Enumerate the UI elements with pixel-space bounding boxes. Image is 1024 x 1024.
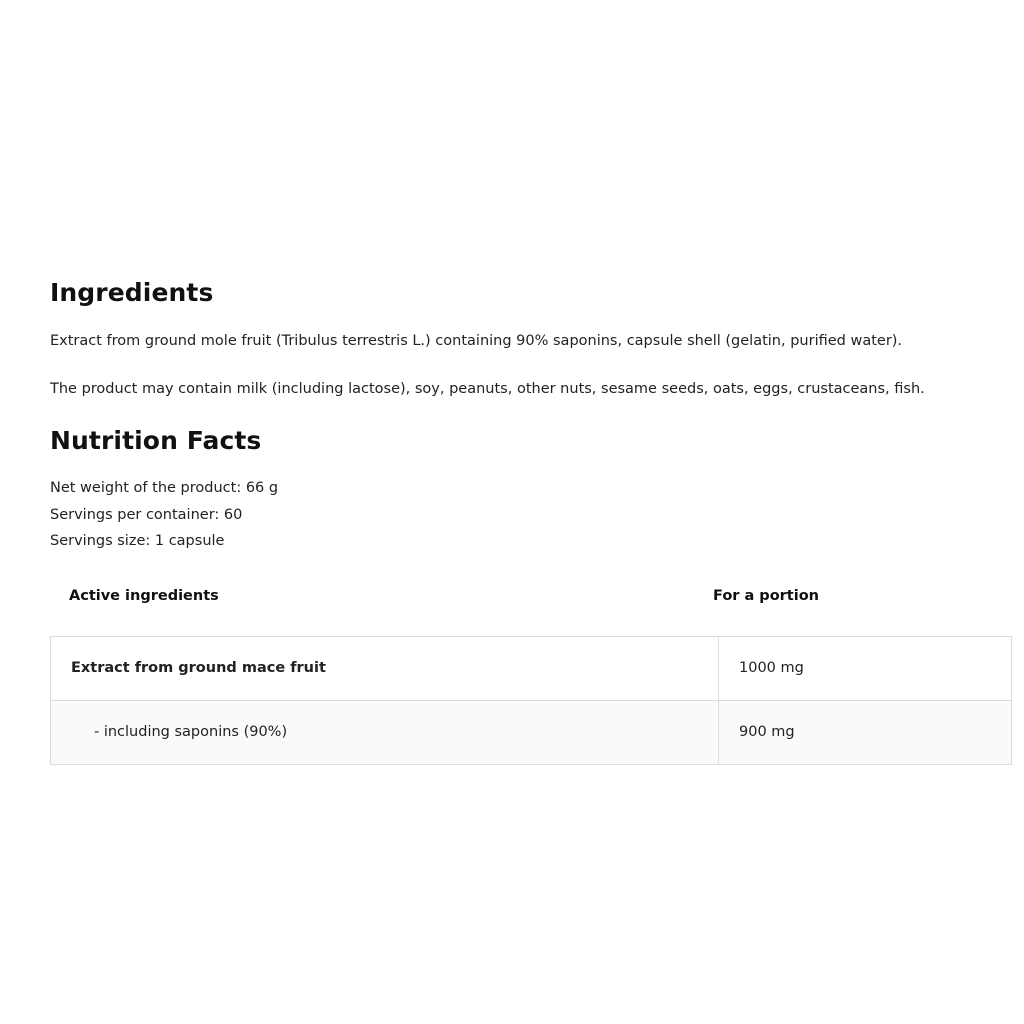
net-weight-text: Net weight of the product: 66 g (50, 480, 279, 496)
nutrition-facts-list (50, 475, 1012, 555)
column-header-for-a-portion: For a portion (713, 587, 819, 604)
ingredient-value-cell: 1000 mg (719, 636, 1012, 700)
ingredients-heading: Ingredients (50, 278, 214, 307)
table-row (51, 636, 1012, 700)
servings-per-container-text: Servings per container: 60 (50, 506, 243, 523)
ingredient-name-cell: - including saponins (90%) (51, 700, 719, 764)
column-header-active-ingredients: Active ingredients (69, 587, 219, 604)
nutrition-facts-heading: Nutrition Facts (50, 426, 262, 455)
serving-size-text: Servings size: 1 capsule (50, 533, 225, 549)
ingredient-value-cell: 900 mg (719, 700, 1012, 764)
allergen-text: The product may contain milk (including lactose), soy, peanuts, other nuts, sesame seeds, oats, eggs, crustaceans, fish. (50, 381, 925, 397)
ingredients-text: Extract from ground mole fruit (Tribulus terrestris L.) containing 90% saponins, capsule shell (gelatin, purified water). (50, 333, 903, 349)
ingredient-name-cell: Extract from ground mace fruit (51, 636, 719, 700)
nutrition-table (50, 636, 1012, 765)
table-header (50, 569, 1012, 623)
product-info-content (50, 276, 1012, 765)
table-row (51, 700, 1012, 764)
